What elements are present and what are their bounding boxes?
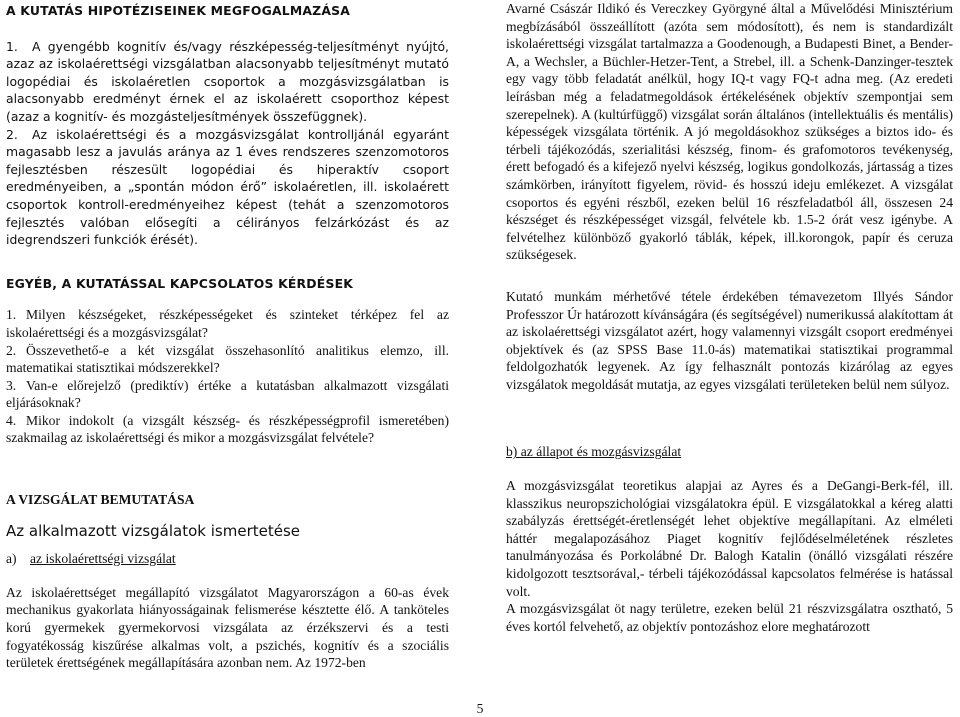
method-paragraph: Az iskolaérettséget megállapító vizsgálatot Magyarországon a 60-as évek mechanikus gyakorlata hiányosságainak felismerése késztette élő. A tanköteles korú gyermekek gyermekorvosi vizsgálata az érzékszervi és a testi fogyatékosság kiszűrése alkalmas volt, a pszichés, kognitív és a szociális területek érettségének megállapítására azonban nem. Az 1972-ben xyxy=(6,584,449,671)
item-a-heading: a) az iskolaérettségi vizsgálat xyxy=(6,551,176,567)
question-item: 2. Összevethető-e a két vizsgálat összehasonlító analitikus elemzo, ill. matematikai statisztikai módszerekkel? xyxy=(6,342,449,376)
page-number: 5 xyxy=(476,701,484,716)
item-b-heading: b) az állapot és mozgásvizsgálat xyxy=(506,444,682,460)
question-item: 4. Mikor indokolt (a vizsgált készség- és részképességprofil ismeretében) szakmailag az iskolaérettségi és mikor a mozgásvizsgálat felvétele? xyxy=(6,412,449,446)
tests-subheading: Az alkalmazott vizsgálatok ismertetése xyxy=(6,521,301,540)
analysis-paragraph: Kutató munkám mérhetővé tétele érdekében témavezetom Illyés Sándor Professzor Úr határozott kívánságára (és segítségével) numerikussá alakítottam át az iskolaérettségi vizsgálatot azért, hogy valamennyi vizsgált csoport eredményei objektívek és (az SPSS Base 11.0-ás) matematikai statisztikai programmal feldolgozhatók legyenek. Az így felhasznált pontozás kizárólag az egyes vizsgálatok megoldását mutatja, az egyes vizsgálati területeken belül nem súlyoz. xyxy=(506,288,953,392)
hypothesis-item: 2. Az iskolaérettségi és a mozgásvizsgálat kontrolljánál egyaránt magasabb lesz a javulás aránya az 1 éves rendszeres szenzomotoros fejlesztésben részesült logopédiai és hiperaktív csoport eredményeiben, a „spontán módon érő” iskolaéretlen, ill. iskolaérett csoportok kontroll-eredményeihez képest (tehát a szenzomotoros fejlesztés valóban elősegíti a célirányos felzárkózást és az idegrendszeri funkciók érését). xyxy=(6,126,449,248)
hypotheses-list xyxy=(6,38,449,249)
item-b-paragraph: A mozgásvizsgálat teoretikus alapjai az Ayres és a DeGangi-Berk-fél, ill. klasszikus neuropszichológiai vizsgálatokra épül. E vizsgálatokkal a kéreg alatti szabályzás érettségét-éretlenségét lehet objektíve megállapítani. Az elméleti háttér megalapozásához Piaget kognitív fejlődéselméletének részletes tanulmányozása és Porkolábné Dr. Balogh Katalin (önálló vizsgálati részére kidolgozott tesztsorával,- térbeli tájékozódással kapcsolatos felmérése is hatással volt. xyxy=(506,478,953,599)
question-item: 1. Milyen készségeket, részképességeket és szinteket térképez fel az iskolaérettségi és a mozgásvizsgálat? xyxy=(6,307,449,340)
left-column xyxy=(6,0,449,672)
right-column xyxy=(506,0,953,635)
other-questions-heading: EGYÉB, A KUTATÁSSAL KAPCSOLATOS KÉRDÉSEK xyxy=(6,275,354,291)
continuation-paragraph: Avarné Császár Ildikó és Vereczkey Györgyné által a Művelődési Minisztérium megbízásából összeállított (azóta sem módosított), és nem is standardizált iskolaérettségi vizsgálat tartalmazza a Goodenough, a Budapesti Binet, a Bender-A, a Wechsler, a Büchler-Hetzer-Tent, a Strebel, ill. a Schenk-Danzinger-tesztek egy vagy több feladatát anélkül, hogy IQ-t vagy FQ-t adna meg. (Az eredeti leírásban még a feladatmegoldások értékelésének objektív szempontjai sem szerepelnek). A (kultúrfüggő) vizsgálat során általános (intellektuális és mentális) képességek vizsgálata történik. A jó megoldásokhoz szükséges a biztos ido- és térbeli tájékozódás, szerialitási készség, finom- és grafomotoros tevékenység, érett befogadó és a kifejező nyelvi készség, logikus gondolkozás, jártasság a tizes számkörben, irányított figyelem, rövid- és hosszú ideju emlékezet. A vizsgálat csoportos és egyéni részből, ezeken belül 16 részfeladatból áll, összesen 24 készséget és részképességet vizsgál, felvétele kb. 1.5-2 órát vesz igénybe. A felvételhez különböző gyakorló táblák, képek, ill.korongok, papír és ceruza szükségesek. xyxy=(506,1,953,263)
question-item: 3. Van-e előrejelző (prediktív) értéke a kutatásban alkalmazott vizsgálati eljárásoknak? xyxy=(6,377,449,411)
item-b-paragraph-2: A mozgásvizsgálat öt nagy területre, ezeken belül 21 részvizsgálatra osztható, 5 éves kortól felvehető, az objektív pontozáshoz elore meghatározott xyxy=(506,601,953,634)
hypotheses-heading: A KUTATÁS HIPOTÉZISEINEK MEGFOGALMAZÁSA xyxy=(6,3,351,18)
hypothesis-item: 1. A gyengébb kognitív és/vagy részképesség-teljesítményt nyújtó, azaz az iskolaérettségi vizsgálatban alacsonyabb teljesítményt mutató logopédiai és iskolaéretlen csoportok a mozgásvizsgálatban is alacsonyabb eredményt érnek el az iskolaérett csoporthoz képest (azaz a kognitív- és mozgásteljesítmények összefüggnek). xyxy=(6,38,449,124)
method-heading: A VIZSGÁLAT BEMUTATÁSA xyxy=(6,492,195,508)
questions-list xyxy=(6,306,449,447)
